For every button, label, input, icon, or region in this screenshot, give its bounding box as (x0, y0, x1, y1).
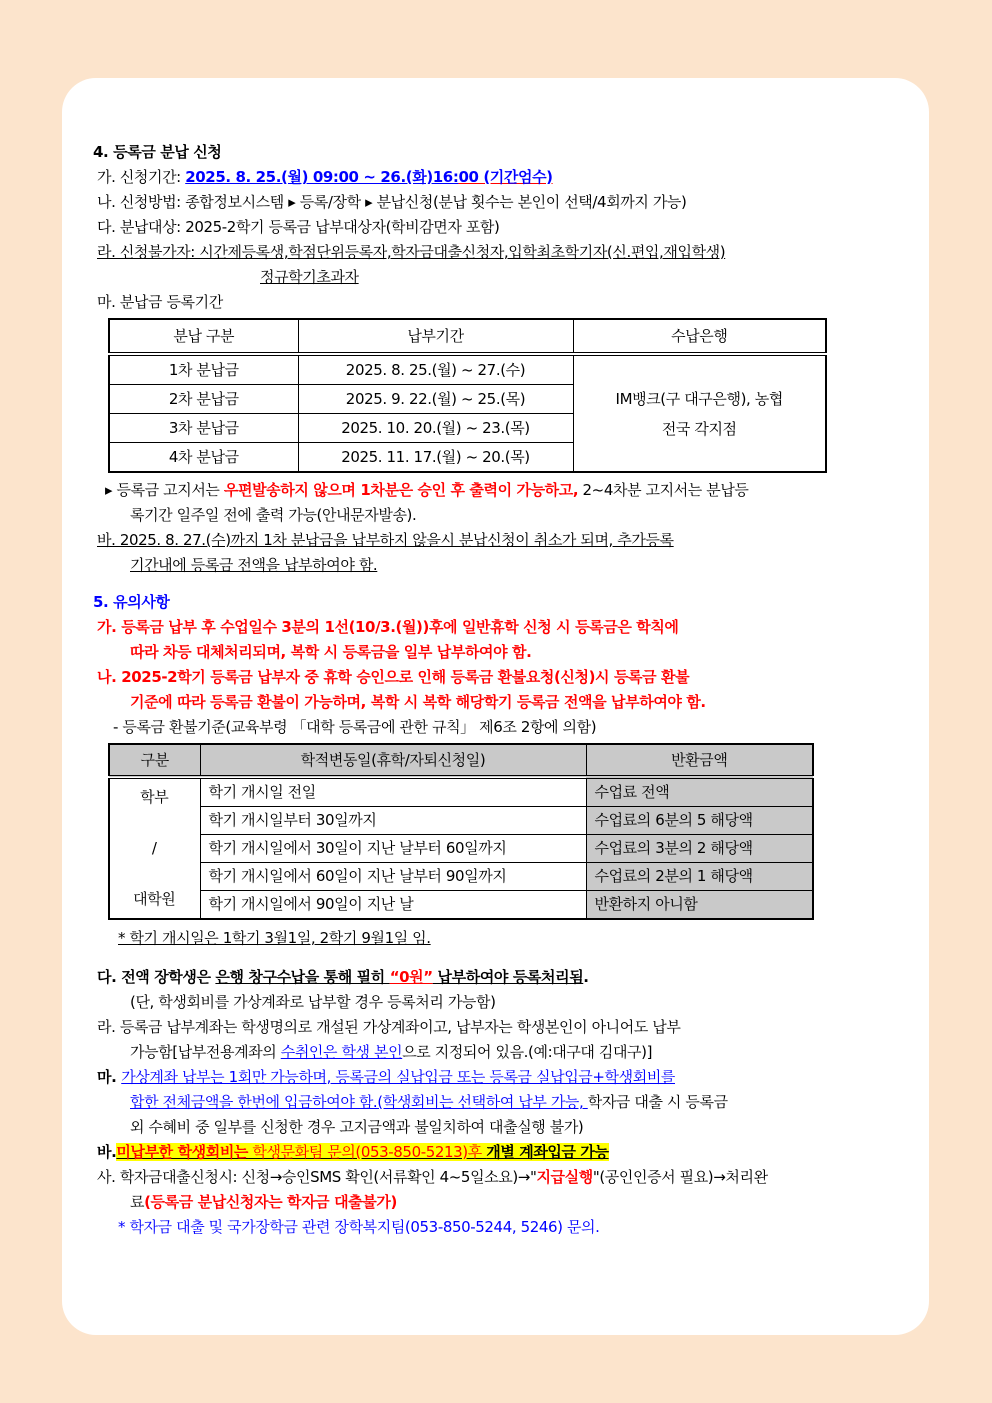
line-s4-cancel (93, 528, 901, 553)
bill-notice-pre: 등록금 고지서는 (116, 481, 224, 499)
cell-period: 2025. 8. 25.(월) ~ 27.(수) (298, 354, 573, 385)
line-s5-scholarship-2: (단, 학생회비를 가상계좌로 납부할 경우 등록처리 가능함) (130, 993, 496, 1011)
line-s5-account-1: 라. 등록금 납부계좌는 학생명의로 개설된 가상계좌이고, 납부자는 학생본인이 아니어도 납부 (97, 1018, 681, 1036)
group-grad: 대학원 (133, 890, 176, 908)
line-s5-scholarship (93, 965, 901, 990)
s5-virtual-black2: 학자금 대출 시 등록금 (587, 1093, 728, 1111)
s5-loan-mid: "(공인인증서 필요)→처리완 (592, 1168, 768, 1186)
table-row (109, 835, 813, 863)
group-undergrad: 학부 (140, 788, 169, 806)
s4-period-date-tail: 00 (기간엄수) (458, 168, 553, 186)
line-s5-virtual-3: 외 수혜비 중 일부를 신청한 경우 고지금액과 불일치하여 대출실행 불가) (130, 1118, 584, 1136)
s5-scholarship-tail: . (583, 968, 589, 986)
cell-refund-amount: 수업료의 6분의 5 해당액 (586, 807, 813, 835)
s5-loan-execute: 지급실행 (536, 1168, 593, 1186)
bill-notice-post: 2~4차분 고지서는 분납등 (578, 481, 749, 499)
s5-scholarship-u2: 납부하여야 등록처리됨 (432, 968, 584, 986)
s5-loan2-red: (등록금 분납신청자는 학자금 대출불가) (144, 1193, 397, 1211)
bank-name: IM뱅크(구 대구은행), 농협 (615, 389, 783, 408)
s5-scholarship-u1: 은행 창구수납을 통해 필히 (215, 968, 390, 986)
cell-refund-amount: 수업료 전액 (586, 777, 813, 807)
cell-change-date: 학기 개시일 전일 (200, 777, 586, 807)
installment-header-division: 분납 구분 (109, 319, 298, 354)
table-row (109, 891, 813, 920)
cell-change-date: 학기 개시일부터 30일까지 (200, 807, 586, 835)
s5-account-pre: 가능함[납부전용계좌의 (130, 1043, 281, 1061)
line-s4-target: 다. 분납대상: 2025-2학기 등록금 납부대상자(학비감면자 포함) (97, 218, 500, 236)
bank-branches: 전국 각지점 (661, 419, 737, 438)
s4-excluded-text-2: 정규학기초과자 (260, 268, 359, 286)
refund-header-row (109, 744, 813, 777)
cell-division: 1차 분납금 (109, 354, 298, 385)
line-s4-schedule: 마. 분납금 등록기간 (97, 293, 223, 311)
s4-excluded-text: 라. 신청불가자: 시간제등록생,학점단위등록자,학자금대출신청자,입학최초학기자(신.편입,재입학생) (97, 243, 726, 261)
refund-header-amount: 반환금액 (586, 744, 813, 777)
s4-period-label: 가. 신청기간: (97, 168, 186, 186)
installment-header-row (109, 319, 826, 354)
cell-change-date: 학기 개시일에서 30일이 지난 날부터 60일까지 (200, 835, 586, 863)
line-refund-basis: - 등록금 환불기준(교육부령 「대학 등록금에 관한 규칙」 제6조 2항에 의함) (113, 718, 597, 736)
line-semester-note (93, 926, 901, 951)
line-s5-account-2 (93, 1040, 901, 1065)
line-s4-cancel-2 (93, 553, 901, 578)
line-s4-method: 나. 신청방법: 종합정보시스템 ▸ 등록/장학 ▸ 분납신청(분납 횟수는 본인이 선택/4회까지 가능) (97, 193, 687, 211)
bill-notice-red: 우편발송하지 않으며 1차분은 승인 후 출력이 가능하고, (223, 481, 579, 499)
line-s5-leave-1: 가. 등록금 납부 후 수업일수 3분의 1선(10/3.(월))후에 일반휴학 신청 시 등록금은 학칙에 (97, 618, 679, 636)
line-s5-unpaid-fee (93, 1140, 901, 1165)
cell-bank (573, 354, 826, 472)
refund-header-category: 구분 (109, 744, 200, 777)
table-row (109, 863, 813, 891)
section4-title: 4. 등록금 분납 신청 (93, 143, 222, 161)
table-row (109, 807, 813, 835)
document-card (62, 78, 929, 1335)
s5-unpaid-red-bold: 미납부한 학생회비는 (116, 1143, 249, 1161)
cell-period: 2025. 10. 20.(월) ~ 23.(목) (298, 414, 573, 443)
s5-account-post: 으로 지정되어 있음.(예:대구대 김대구)] (402, 1043, 653, 1061)
cell-refund-amount: 수업료의 2분의 1 해당액 (586, 863, 813, 891)
line-s5-refund-1: 나. 2025-2학기 등록금 납부자 중 휴학 승인으로 인해 등록금 환불요청(신청)시 등록금 환불 (97, 668, 690, 686)
line-bill-notice-2: 록기간 일주일 전에 출력 가능(안내문자발송). (130, 506, 417, 524)
line-welfare-contact: * 학자금 대출 및 국가장학금 관련 장학복지팀(053-850-5244, 5246) 문의. (118, 1218, 600, 1236)
s4-period-date: 2025. 8. 25.(월) 09:00 ~ 26.(화)16: (185, 168, 459, 186)
line-s5-virtual-1 (93, 1065, 901, 1090)
cell-division: 2차 분납금 (109, 385, 298, 414)
line-s4-period (93, 165, 901, 190)
document-content (62, 78, 929, 1240)
s5-account-payee: 수취인은 학생 본인 (280, 1043, 403, 1061)
line-bill-notice (93, 478, 901, 503)
line-s5-loan-1 (93, 1165, 901, 1190)
cell-division: 3차 분납금 (109, 414, 298, 443)
installment-table (108, 318, 827, 473)
group-slash: / (151, 839, 157, 857)
cell-division: 4차 분납금 (109, 443, 298, 473)
s5-unpaid-black-bold: 개별 계좌입금 가능 (486, 1143, 609, 1161)
line-s4-excluded (93, 240, 901, 265)
cell-refund-amount: 반환하지 아니함 (586, 891, 813, 920)
table-row (109, 354, 826, 385)
s4-cancel-text: 바. 2025. 8. 27.(수)까지 1차 분납금을 납부하지 않을시 분납신청이 취소가 되며, 추가등록 (97, 531, 674, 549)
s5-virtual-blue2: 합한 전체금액을 한번에 입금하여야 함.(학생회비는 선택하여 납부 가능, (130, 1093, 588, 1111)
s5-virtual-blue1: 가상계좌 납부는 1회만 가능하며, 등록금의 실납입금 또는 등록금 실납입금+학생회비를 (121, 1068, 675, 1086)
s5-virtual-label: 마. (97, 1068, 122, 1086)
line-s5-leave-2: 따라 차등 대체처리되며, 복학 시 등록금을 일부 납부하여야 함. (130, 643, 532, 661)
installment-header-period: 납부기간 (298, 319, 573, 354)
line-s5-loan-2 (93, 1190, 901, 1215)
cell-change-date: 학기 개시일에서 90일이 지난 날 (200, 891, 586, 920)
line-s5-virtual-2 (93, 1090, 901, 1115)
cell-student-group (109, 777, 200, 919)
triangle-bullet-icon: ▸ (105, 481, 113, 499)
cell-refund-amount: 수업료의 3분의 2 해당액 (586, 835, 813, 863)
cell-period: 2025. 11. 17.(월) ~ 20.(목) (298, 443, 573, 473)
s5-loan-pre: 사. 학자금대출신청시: 신청→승인SMS 확인(서류확인 4~5일소요)→" (97, 1168, 537, 1186)
s5-loan2-pre: 료 (130, 1193, 145, 1211)
s4-cancel-text-2: 기간내에 등록금 전액을 납부하여야 함. (130, 556, 378, 574)
s5-unpaid-red: 학생문화팀 문의(053-850-5213)후 (248, 1143, 487, 1161)
s5-unpaid-highlight (116, 1143, 608, 1161)
installment-header-bank: 수납은행 (573, 319, 826, 354)
s5-scholarship-pre: 다. 전액 장학생은 (97, 968, 216, 986)
line-s4-excluded-2 (93, 265, 901, 290)
cell-change-date: 학기 개시일에서 60일이 지난 날부터 90일까지 (200, 863, 586, 891)
line-s5-refund-2: 기준에 따라 등록금 환불이 가능하며, 복학 시 복학 해당학기 등록금 전액을 납부하여야 함. (130, 693, 706, 711)
refund-header-date: 학적변동일(휴학/자퇴신청일) (200, 744, 586, 777)
semester-note-text: * 학기 개시일은 1학기 3월1일, 2학기 9월1일 임. (118, 929, 431, 947)
table-row (109, 777, 813, 807)
cell-period: 2025. 9. 22.(월) ~ 25.(목) (298, 385, 573, 414)
s5-unpaid-label: 바. (97, 1143, 117, 1161)
refund-table (108, 743, 814, 920)
s5-scholarship-zero: “0원” (389, 968, 433, 986)
section5-title: 5. 유의사항 (93, 593, 170, 611)
